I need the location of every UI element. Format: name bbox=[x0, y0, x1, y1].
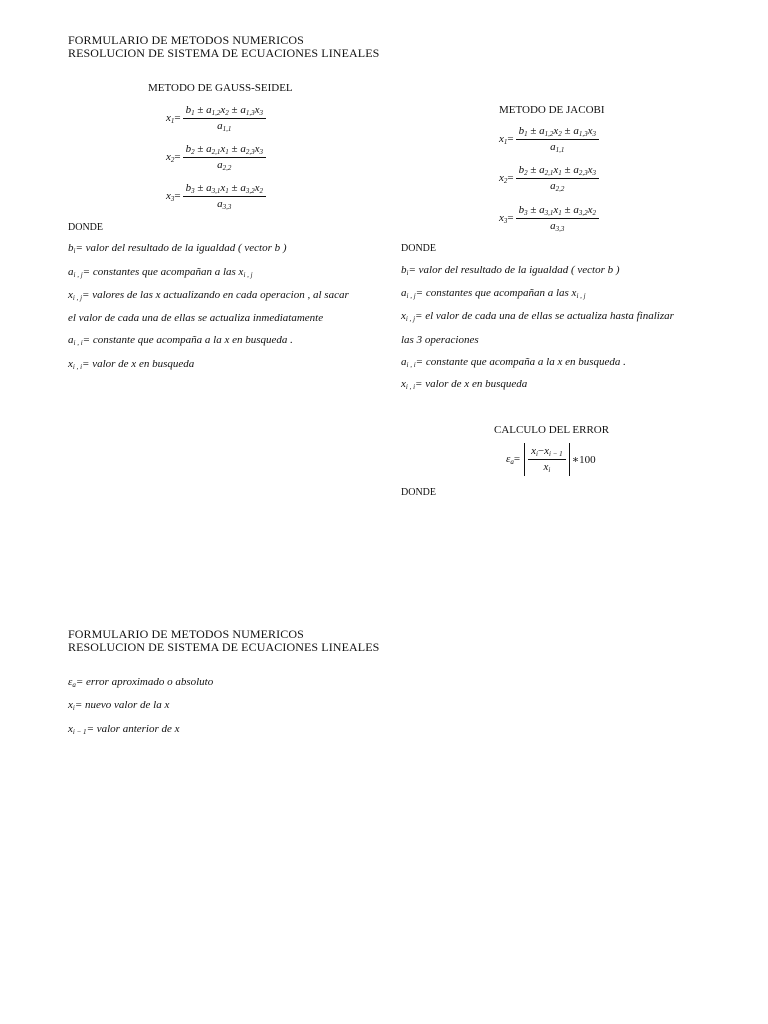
fraction-denominator: $a_{1,1}$ bbox=[550, 141, 565, 154]
jacobi-def-a-ij: $a_{i , j}=$ constantes que acompañan a las $x_{i , j}$ bbox=[401, 287, 586, 300]
jacobi-donde: DONDE bbox=[401, 243, 436, 254]
gauss-seidel-equation-2 bbox=[166, 143, 266, 172]
equation-fraction bbox=[516, 125, 599, 154]
fraction-numerator: $b_2 \pm a_{2,1}x_1 \pm a_{2,3}x_3$ bbox=[183, 143, 266, 158]
page-2-def-x-i: $x_i=$ nuevo valor de la x bbox=[68, 699, 170, 712]
jacobi-equation-2 bbox=[499, 164, 599, 193]
header-line-2: RESOLUCION DE SISTEMA DE ECUACIONES LINEALES bbox=[68, 46, 380, 60]
jacobi-title: METODO DE JACOBI bbox=[499, 104, 605, 116]
fraction-denominator: $a_{3,3}$ bbox=[217, 198, 232, 211]
fraction-numerator: $b_1 \pm a_{1,2}x_2 \pm a_{1,3}x_3$ bbox=[183, 104, 266, 119]
equation-lhs: $x_2=$ bbox=[499, 172, 514, 185]
equation-fraction bbox=[516, 204, 599, 233]
equation-lhs: $x_1=$ bbox=[499, 133, 514, 146]
header-line-2: RESOLUCION DE SISTEMA DE ECUACIONES LINEALES bbox=[68, 640, 380, 654]
fraction-numerator: $b_3 \pm a_{3,1}x_1 \pm a_{3,2}x_2$ bbox=[516, 204, 599, 219]
error-title: CALCULO DEL ERROR bbox=[494, 424, 610, 436]
page-header bbox=[68, 34, 379, 60]
fraction-numerator: $b_1 \pm a_{1,2}x_2 \pm a_{1,3}x_3$ bbox=[516, 125, 599, 140]
gauss-seidel-def-b: $b_i=$ valor del resultado de la igualdad ( vector b ) bbox=[68, 242, 287, 255]
fraction-numerator: $b_3 \pm a_{3,1}x_1 \pm a_{3,2}x_2$ bbox=[183, 182, 266, 197]
gauss-seidel-def-x-ii: $x_{i , i}=$ valor de x en busqueda bbox=[68, 358, 195, 371]
fraction-numerator: $x_i-x_{i - 1}$ bbox=[528, 445, 566, 460]
page-2-header bbox=[68, 628, 379, 654]
equation-lhs: $x_2=$ bbox=[166, 151, 181, 164]
fraction-numerator: $b_2 \pm a_{2,1}x_1 \pm a_{2,3}x_3$ bbox=[516, 164, 599, 179]
equation-lhs: $x_3=$ bbox=[166, 190, 181, 203]
jacobi-def-x-ij-continued: las 3 operaciones bbox=[401, 334, 479, 346]
fraction-denominator: $a_{2,2}$ bbox=[550, 180, 565, 193]
jacobi-def-a-ii: $a_{i , i}=$ constante que acompaña a la x en busqueda . bbox=[401, 356, 626, 369]
error-formula bbox=[506, 443, 596, 476]
jacobi-def-x-ij: $x_{i , j}=$ el valor de cada una de ellas se actualiza hasta finalizar bbox=[401, 310, 674, 323]
header-line-1: FORMULARIO DE METODOS NUMERICOS bbox=[68, 627, 304, 641]
absolute-value bbox=[524, 443, 570, 476]
error-donde: DONDE bbox=[401, 487, 436, 498]
gauss-seidel-def-a-ij: $a_{i , j}=$ constantes que acompañan a las $x_{i , j}$ bbox=[68, 266, 253, 279]
equation-fraction bbox=[528, 445, 566, 474]
jacobi-equation-1 bbox=[499, 125, 599, 154]
fraction-denominator: $a_{2,2}$ bbox=[217, 159, 232, 172]
gauss-seidel-equation-3 bbox=[166, 182, 266, 211]
equation-lhs: $x_1=$ bbox=[166, 112, 181, 125]
fraction-denominator: $a_{1,1}$ bbox=[217, 120, 232, 133]
jacobi-def-x-ii: $x_{i , i}=$ valor de x en busqueda bbox=[401, 378, 528, 391]
gauss-seidel-title: METODO DE GAUSS-SEIDEL bbox=[148, 82, 293, 94]
error-multiplier: ∗100 bbox=[571, 454, 596, 466]
equation-fraction bbox=[183, 182, 266, 211]
gauss-seidel-def-a-ii: $a_{i , i}=$ constante que acompaña a la x en busqueda . bbox=[68, 334, 293, 347]
page-2-def-x-i-1: $x_{i - 1}=$ valor anterior de x bbox=[68, 723, 180, 736]
page-2-def-epsilon: $\varepsilon_a=$ error aproximado o absoluto bbox=[68, 676, 214, 689]
fraction-denominator: $a_{3,3}$ bbox=[550, 220, 565, 233]
gauss-seidel-def-x-ij: $x_{i , j}=$ valores de las x actualizando en cada operacion , al sacar bbox=[68, 289, 349, 302]
gauss-seidel-donde: DONDE bbox=[68, 222, 103, 233]
gauss-seidel-equation-1 bbox=[166, 104, 266, 133]
jacobi-equation-3 bbox=[499, 204, 599, 233]
gauss-seidel-def-x-ij-continued: el valor de cada una de ellas se actualiza inmediatamente bbox=[68, 312, 324, 324]
equation-lhs: $x_3=$ bbox=[499, 212, 514, 225]
header-line-1: FORMULARIO DE METODOS NUMERICOS bbox=[68, 33, 304, 47]
equation-fraction bbox=[516, 164, 599, 193]
equation-fraction bbox=[183, 143, 266, 172]
jacobi-def-b: $b_i=$ valor del resultado de la igualdad ( vector b ) bbox=[401, 264, 620, 277]
equation-lhs: $\varepsilon_a=$ bbox=[506, 453, 521, 466]
equation-fraction bbox=[183, 104, 266, 133]
fraction-denominator: $x_i$ bbox=[543, 461, 551, 474]
